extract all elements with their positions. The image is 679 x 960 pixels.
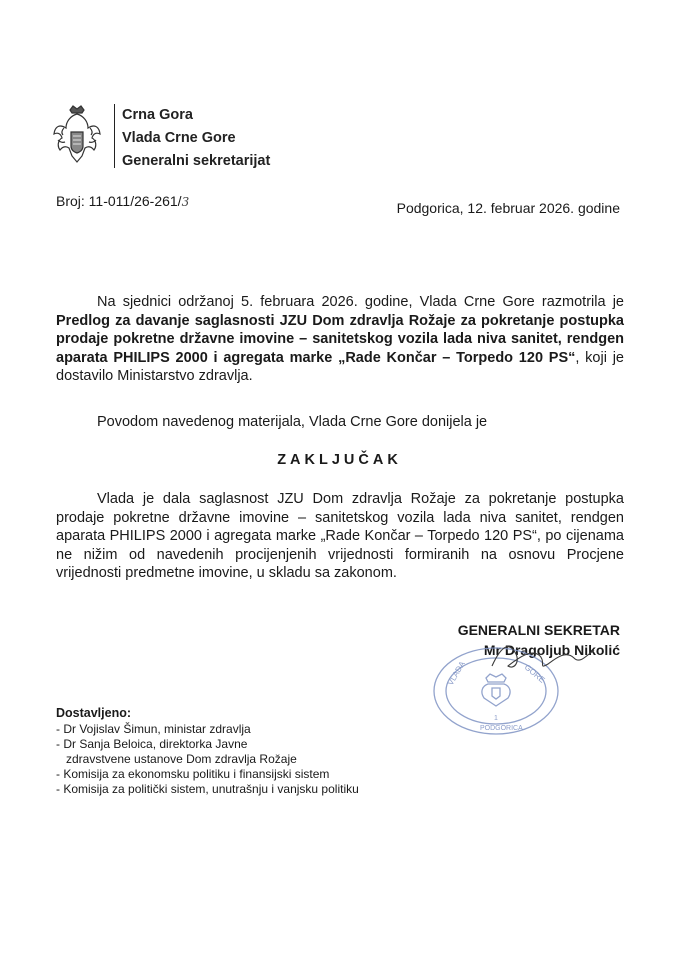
list-item: zdravstvene ustanove Dom zdravlja Rožaje <box>56 752 297 766</box>
distribution-title: Dostavljeno: <box>56 706 132 720</box>
list-item: - Dr Sanja Beloica, direktorka Javne <box>56 737 248 751</box>
paragraph-intro <box>56 293 624 386</box>
handwritten-signature-icon <box>488 636 598 678</box>
government-name: Vlada Crne Gore <box>122 130 236 146</box>
signatory-name: Mr Dragoljub Nikolić <box>483 642 620 658</box>
paragraph-conclusion: Vlada je dala saglasnost JZU Dom zdravlja Rožaje za pokretanje postupka prodaje pokretne državne imovine – sanitetskog vozila lada niva sanitet, rendgen aparata PHILIPS 2000 i agregata marke „Rade Končar – Torpedo 120 PS“, po cijenama ne nižim od navedenih procijenjenih vrijednosti formiranih na osnovu Procjene vrijednosti predmetne imovine, u skladu sa zakonom. <box>56 491 624 582</box>
paragraph-adoption: Povodom navedenog materijala, Vlada Crne Gore donijela je <box>97 414 488 430</box>
secretariat-name: Generalni sekretarijat <box>122 153 271 169</box>
country-name: Crna Gora <box>122 107 193 123</box>
distribution-list <box>56 722 359 797</box>
paragraph-intro-end: , koji je dostavilo Ministarstvo zdravlja. <box>56 349 624 385</box>
paragraph-intro-start: Na sjednici održanoj 5. februara 2026. godine, Vlada Crne Gore razmotrila je <box>97 294 624 310</box>
list-item: - Dr Vojislav Šimun, ministar zdravlja <box>56 722 251 736</box>
document-number-text: Broj: 11-011/26-261/ <box>56 193 182 209</box>
list-item: - Komisija za politički sistem, unutrašnju i vanjsku politiku <box>56 782 359 796</box>
svg-text:GORE: GORE <box>522 662 547 685</box>
signatory-title: GENERALNI SEKRETAR <box>457 622 620 638</box>
document-number <box>56 193 189 209</box>
svg-text:VLADA: VLADA <box>445 659 467 687</box>
header-divider <box>114 104 115 168</box>
handwritten-number: 3 <box>181 195 190 209</box>
list-item: - Komisija za ekonomsku politiku i finansijski sistem <box>56 767 330 781</box>
montenegro-coat-of-arms-icon <box>52 104 102 166</box>
svg-text:PODGORICA: PODGORICA <box>480 725 523 732</box>
place-date: Podgorica, 12. februar 2026. godine <box>396 200 620 216</box>
proposal-title: Predlog za davanje saglasnosti JZU Dom zdravlja Rožaje za pokretanje postupka prodaje pokretne državne imovine – sanitetskog vozila lada niva sanitet, rendgen aparata PHILIPS 2000 i agregata marke „Rade Končar – Torpedo 120 PS“ <box>56 312 624 366</box>
conclusion-heading: ZAKLJUČAK <box>277 452 402 468</box>
svg-text:1: 1 <box>494 715 498 722</box>
